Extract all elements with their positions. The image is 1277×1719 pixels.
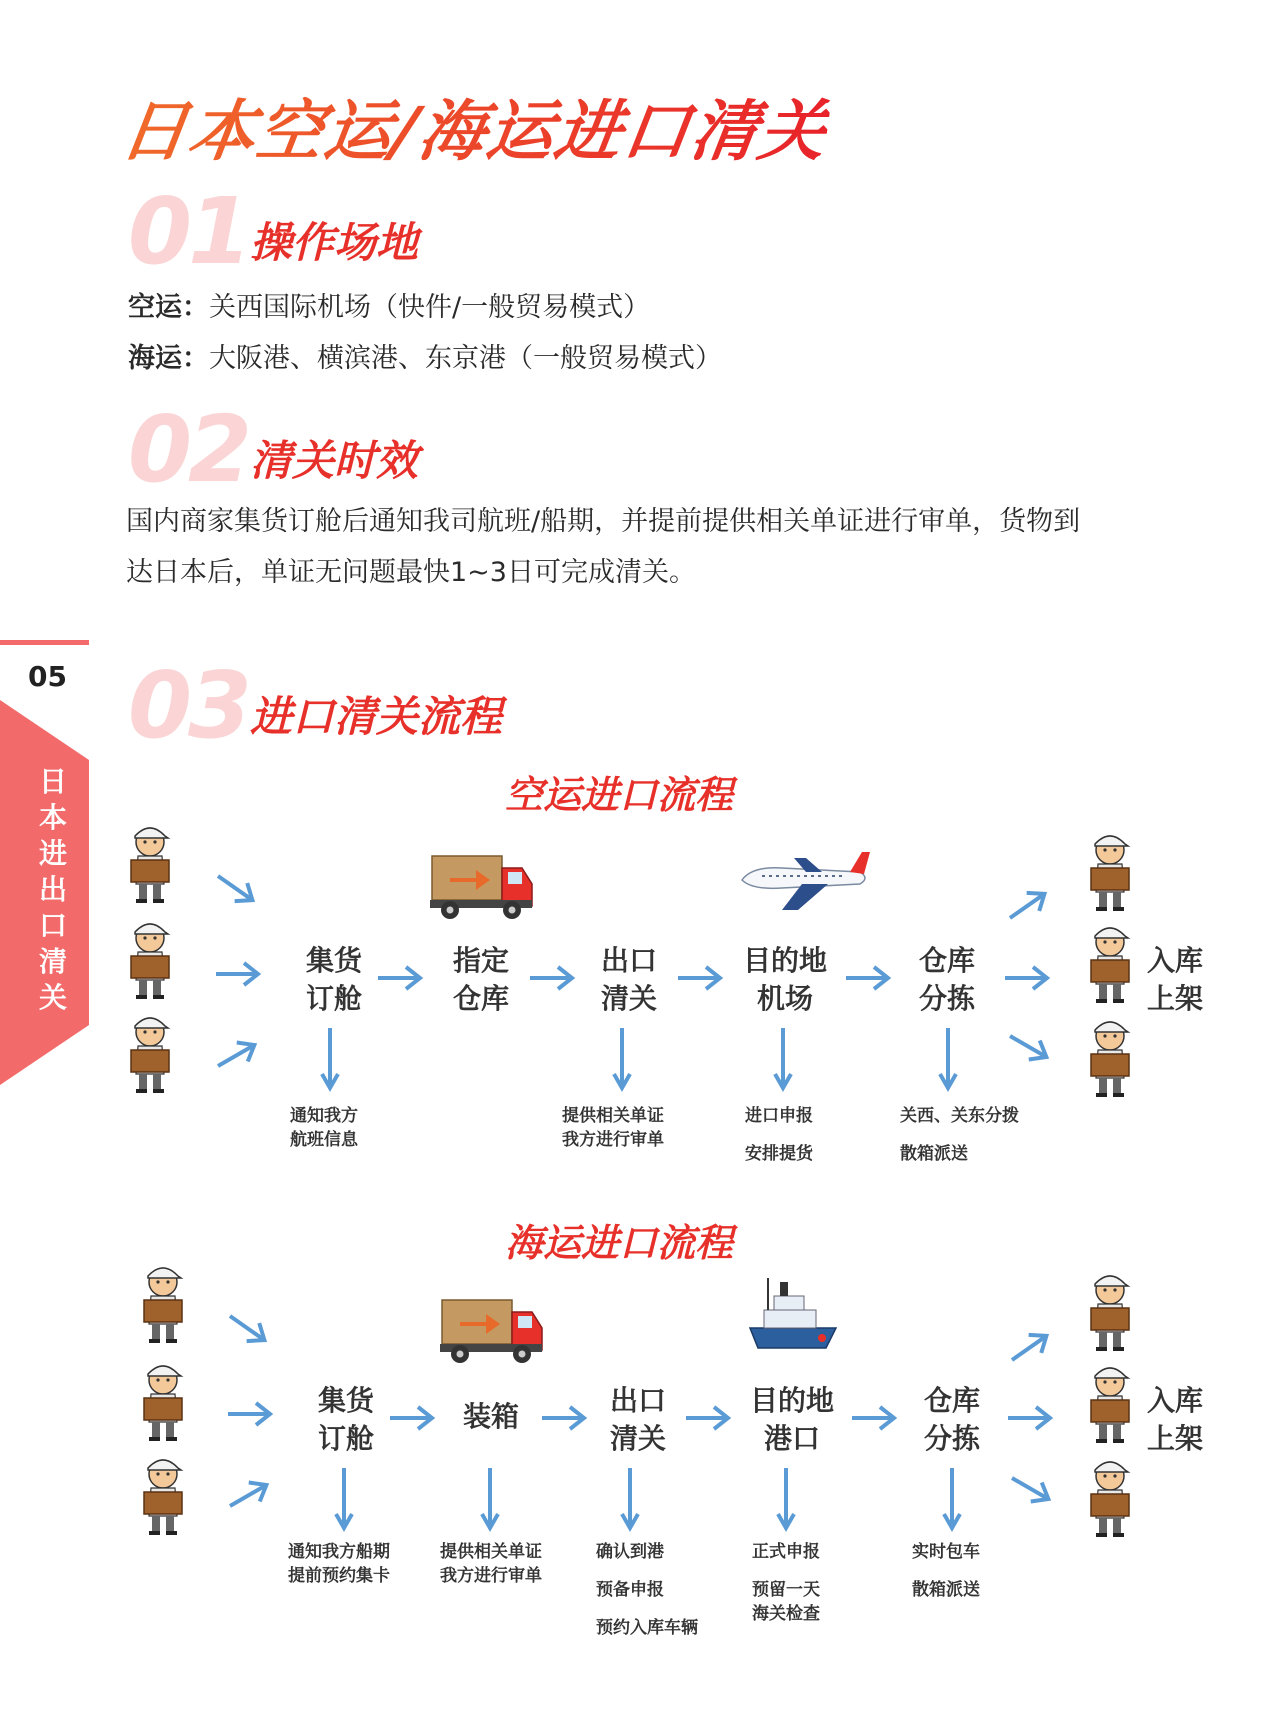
page-title: 日本空运/海运进口清关 — [115, 78, 834, 173]
arrow-icon — [1006, 1327, 1053, 1369]
section-number-02: 02 — [128, 396, 249, 503]
worker-icon — [1091, 1022, 1129, 1097]
sea-step-destination-port: 目的地 港口 — [749, 1384, 834, 1455]
timing-line-1: 国内商家集货订舱后通知我司航班/船期，并提前提供相关单证进行审单，货物到 — [126, 506, 1081, 537]
arrow-icon — [542, 1407, 584, 1429]
section-number-03: 03 — [128, 652, 249, 759]
sea-note-2: 提供相关单证 我方进行审单 — [440, 1542, 542, 1586]
air-note-1: 通知我方 航班信息 — [290, 1106, 358, 1150]
arrow-icon — [213, 1035, 260, 1075]
arrow-icon — [1005, 967, 1047, 989]
sea-note-3: 确认到港 预备申报 预约入库车辆 — [596, 1542, 698, 1638]
arrow-icon — [530, 967, 572, 989]
air-step-shelving: 入库 上架 — [1146, 944, 1203, 1015]
arrow-icon — [1004, 885, 1051, 927]
air-step-sorting: 仓库 分拣 — [918, 944, 975, 1015]
arrow-icon — [225, 1475, 272, 1515]
arrow-icon — [1005, 1026, 1052, 1066]
airplane-icon — [742, 852, 870, 910]
worker-icon — [144, 1268, 182, 1343]
arrow-icon — [336, 1468, 352, 1528]
worker-icon — [1091, 1276, 1129, 1351]
worker-icon — [1091, 1368, 1129, 1443]
truck-icon — [430, 856, 532, 919]
arrow-icon — [224, 1307, 271, 1349]
timing-line-2: 达日本后，单证无问题最快1~3日可完成清关。 — [126, 557, 696, 588]
arrow-icon — [1008, 1407, 1050, 1429]
air-note-3: 进口申报 安排提货 — [745, 1106, 813, 1164]
arrow-icon — [852, 1407, 894, 1429]
worker-icon — [1091, 1462, 1129, 1537]
air-step-export-clearance: 出口 清关 — [600, 944, 657, 1015]
arrow-icon — [775, 1028, 791, 1088]
arrow-icon — [944, 1468, 960, 1528]
truck-icon — [440, 1300, 542, 1363]
arrow-icon — [378, 967, 420, 989]
worker-icon — [1091, 928, 1129, 1003]
worker-icon — [131, 924, 169, 999]
sea-venue-text: 大阪港、横滨港、东京港（一般贸易模式） — [209, 343, 722, 374]
worker-icon — [144, 1460, 182, 1535]
air-step-destination-airport: 目的地 机场 — [742, 944, 827, 1015]
worker-icon — [1091, 836, 1129, 911]
sea-step-sorting: 仓库 分拣 — [923, 1384, 980, 1455]
arrow-icon — [846, 967, 888, 989]
arrow-icon — [482, 1468, 498, 1528]
arrow-icon — [212, 867, 259, 909]
arrow-icon — [228, 1403, 270, 1425]
section-number-01: 01 — [128, 178, 249, 285]
sea-note-4: 正式申报 预留一天 海关检查 — [752, 1542, 820, 1624]
air-note-2: 提供相关单证 我方进行审单 — [562, 1106, 664, 1150]
worker-icon — [131, 1018, 169, 1093]
air-label: 空运： — [128, 292, 209, 323]
arrow-icon — [614, 1028, 630, 1088]
arrow-icon — [940, 1028, 956, 1088]
sea-note-1: 通知我方船期 提前预约集卡 — [288, 1542, 390, 1586]
worker-icon — [131, 828, 169, 903]
worker-icon — [144, 1366, 182, 1441]
sea-step-export-clearance: 出口 清关 — [609, 1384, 666, 1455]
section-title-timing: 清关时效 — [250, 436, 419, 485]
air-note-4: 关西、关东分拨 散箱派送 — [900, 1106, 1019, 1164]
arrow-icon — [678, 967, 720, 989]
air-step-warehouse: 指定 仓库 — [452, 944, 509, 1015]
air-flow-title: 空运进口流程 — [505, 773, 734, 817]
section-title-process: 进口清关流程 — [250, 692, 503, 741]
page-number: 05 — [28, 660, 67, 693]
sea-step-packing: 装箱 — [462, 1400, 519, 1433]
arrow-icon — [390, 1407, 432, 1429]
section-title-venue: 操作场地 — [250, 218, 419, 267]
arrow-icon — [778, 1468, 794, 1528]
arrow-icon — [1007, 1468, 1054, 1508]
sea-step-consolidate: 集货 订舱 — [317, 1384, 374, 1455]
sea-flow-title: 海运进口流程 — [505, 1221, 734, 1265]
arrow-icon — [216, 963, 258, 985]
sea-step-shelving: 入库 上架 — [1146, 1384, 1203, 1455]
sea-label: 海运： — [128, 343, 209, 374]
arrow-icon — [622, 1468, 638, 1528]
side-tab-label: 日本进出口清关 — [38, 765, 67, 1014]
air-venue-text: 关西国际机场（快件/一般贸易模式） — [209, 292, 651, 323]
arrow-icon — [686, 1407, 728, 1429]
ship-icon — [750, 1278, 836, 1348]
arrow-icon — [322, 1028, 338, 1088]
sea-note-5: 实时包车 散箱派送 — [912, 1542, 980, 1600]
air-step-consolidate: 集货 订舱 — [305, 944, 362, 1015]
